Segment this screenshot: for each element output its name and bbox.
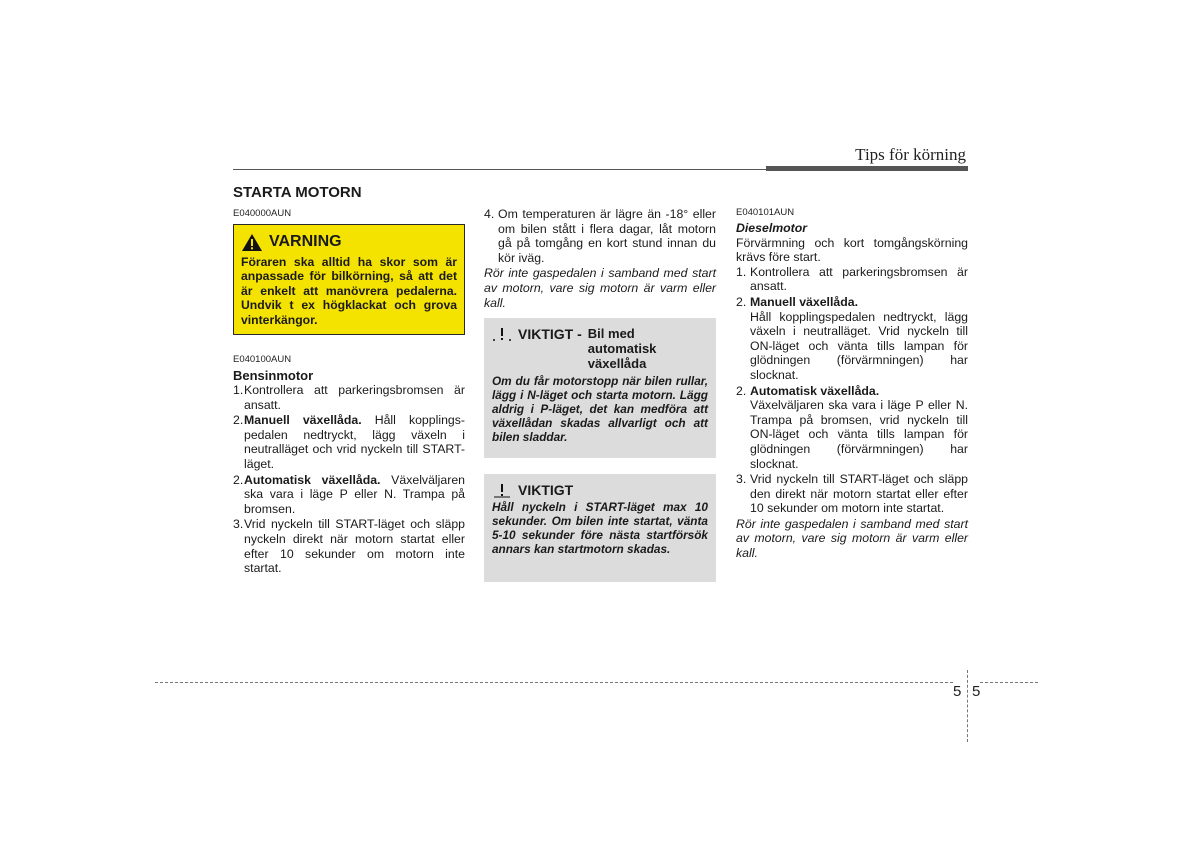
list-item: 2. Automatisk växellåda. Växelväljaren ska vara i läge P eller N. Trampa på bromsen, vrid nyckeln till ON-läget och vänta tills lampan för glödningen (förvärmningen) har slocknat. [736,383,968,471]
warning-triangle-icon [241,233,263,252]
section-number: 5 [953,683,962,700]
important-text: Om du får motorstopp när bilen rullar, lägg i N-läget och starta motorn. Lägg aldrig i P-läget, det kan medföra att växellådan skadas allvarligt och att bilen sladdar. [492,374,708,444]
list-item: 1. Kontrollera att parkeringsbromsen är ansatt. [736,264,968,294]
column-3 [736,207,968,561]
reference-code: E040101AUN [736,207,795,218]
column-1 [233,184,465,220]
header-rule [233,169,766,170]
warning-box [233,224,465,335]
note-text: Rör inte gaspedalen i samband med start av motorn, vare sig motorn är varm eller kall. [736,516,968,561]
section-heading: STARTA MOTORN [233,184,362,201]
note-text: Rör inte gaspedalen i samband med start av motorn, vare sig motorn är varm eller kall. [484,266,716,310]
important-label: VIKTIGT - [518,326,582,342]
subheading-petrol: Bensinmotor [233,368,314,383]
exclamation-icon [492,482,512,498]
header-rule-bar [766,166,968,171]
list-item: 4. Om temperaturen är lägre än -18° eller om bilen stått i flera dagar, låt motorn gå på tomgång en kort stund innan du kör iväg. [484,207,716,265]
important-box-start [484,474,716,582]
column-1-body [233,354,465,576]
running-header: Tips för körning [855,145,966,164]
important-text: Håll nyckeln i START-läget max 10 sekunder. Om bilen inte startat, vänta 5-10 sekunder före nästa startförsök annars kan startmotorn skadas. [492,500,708,556]
list-item: 2. Automatisk växellåda. Växelväljaren ska vara i läge P eller N. Trampa på bromsen. [233,472,465,516]
footer-rule [155,682,953,683]
subheading-diesel: Dieselmotor [736,221,808,235]
warning-text: Föraren ska alltid ha skor som är anpassade för bilkörning, så att det är enkelt att manövrera pedalerna. Undvik t ex högklackat och grova vinterkängor. [241,255,457,327]
important-title: Bil med automatisk växellåda [587,326,657,371]
important-label: VIKTIGT [518,482,574,498]
list-item: 2. Manuell växellåda. Håll kopplings-pedalen nedtryckt, lägg växeln i neutralläget och vrid nyckeln till START-läget. [233,413,465,471]
intro-text: Förvärmning och kort tomgångskörning krävs före start. [736,235,968,265]
list-item: 3. Vrid nyckeln till START-läget och släpp nyckeln direkt när motorn startat eller efter 10 sekunder om motorn inte startat. [233,517,465,576]
exclamation-icon [492,326,512,342]
reference-code: E040000AUN [233,208,292,219]
warning-label: VARNING [269,233,342,250]
list-item: 2. Manuell växellåda. Håll kopplingspedalen nedtryckt, lägg växeln i neutralläget. Vrid nyckeln till ON-läget och vänta tills lampan för glödningen (förvärmningen) har slocknat. [736,294,968,382]
footer-divider [967,670,968,742]
footer-rule [980,682,1038,683]
important-box-automatic [484,318,716,458]
page-number: 5 [972,683,981,700]
reference-code: E040100AUN [233,354,292,365]
list-item: 1. Kontrollera att parkeringsbromsen är ansatt. [233,383,465,412]
column-2 [484,207,716,310]
list-item: 3. Vrid nyckeln till START-läget och släpp den direkt när motorn startat eller efter 10 sekunder om motorn inte startat. [736,472,968,516]
